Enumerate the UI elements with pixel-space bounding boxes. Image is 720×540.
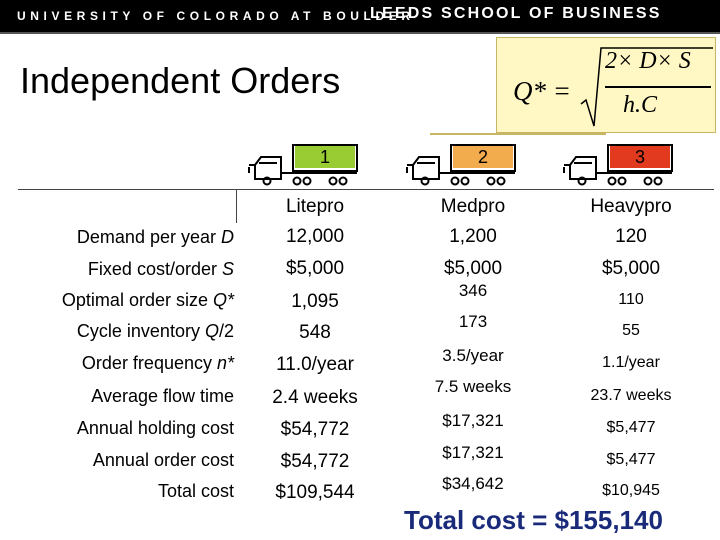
row-label [93,450,234,471]
table-cell: $34,642 [442,474,504,493]
fraction-bar [605,86,711,88]
truck-number: 1 [295,146,355,168]
truck-1 [247,143,365,187]
table-cell: 110 [618,291,644,308]
school-name: LEEDS SCHOOL OF BUSINESS [370,5,662,22]
university-name: UNIVERSITY OF COLORADO AT BOULDER [17,9,415,23]
row-label [77,418,234,439]
formula-underline [430,133,606,135]
row-label [77,227,234,248]
table-cell: $17,321 [442,411,504,430]
table-cell: 12,000 [285,226,345,247]
table-cell: 120 [615,226,647,247]
table-cell: 55 [622,322,640,339]
row-label-text: Average flow time [91,386,234,406]
row-label-variable: S [221,259,234,279]
table-cell: 1.1/year [602,354,660,371]
table-cell: $5,000 [285,258,345,279]
table-cell: 2.4 weeks [272,387,358,408]
column-header: Heavypro [590,196,672,217]
row-label-text: Optimal order size [61,290,213,310]
row-label [91,386,234,407]
row-label-suffix: /2 [218,321,234,341]
row-label-text: Fixed cost/order [87,259,222,279]
table-cell: $5,477 [606,419,656,436]
row-label [82,353,234,374]
table-top-border [18,189,714,190]
table-cell: $54,772 [280,419,350,440]
table-cell: 11.0/year [276,354,354,375]
table-cell: 23.7 weeks [590,387,672,404]
truck-2 [405,143,523,187]
row-label-variable: n* [216,353,234,373]
row-label [77,321,234,342]
table-cell: $109,544 [275,482,355,503]
table-cell: 346 [458,281,488,300]
row-label-variable: D [221,227,234,247]
table-cell: $17,321 [442,443,504,462]
formula-denominator: h.C [623,92,658,118]
formula-lhs: Q* = [513,76,571,106]
table-cell: 173 [458,312,488,331]
table-cell: $5,477 [606,451,656,468]
header-band [0,0,720,32]
truck-3 [562,143,680,187]
table-cell: $10,945 [602,482,660,499]
row-label-variable: Q* [212,290,234,310]
row-label-text: Annual holding cost [76,418,234,438]
row-label-text: Demand per year [76,227,221,247]
eoq-formula [496,37,716,133]
row-label-text: Order frequency [81,353,217,373]
truck-number: 3 [610,146,670,168]
row-label-text: Annual order cost [92,450,234,470]
header-divider [0,32,720,34]
table-cell: 3.5/year [442,346,504,365]
row-label-variable: Q [204,321,219,341]
column-header: Medpro [440,196,506,217]
formula-numerator: 2× D× S [605,48,691,74]
table-cell: 1,200 [449,226,497,247]
row-label [62,290,234,311]
row-label-text: Cycle inventory [76,321,205,341]
table-cell: $5,000 [443,258,503,279]
truck-number: 2 [453,146,513,168]
row-label-text: Total cost [157,481,234,501]
column-header: Litepro [285,196,345,217]
page-title: Independent Orders [20,60,341,101]
table-cell: 548 [299,322,331,343]
row-label [88,259,234,280]
table-cell: $5,000 [601,258,661,279]
total-cost-summary: Total cost = $155,140 [404,505,663,535]
table-cell: $54,772 [280,451,350,472]
row-label [158,481,234,502]
table-cell: 1,095 [291,291,339,312]
table-cell: 7.5 weeks [434,377,512,396]
